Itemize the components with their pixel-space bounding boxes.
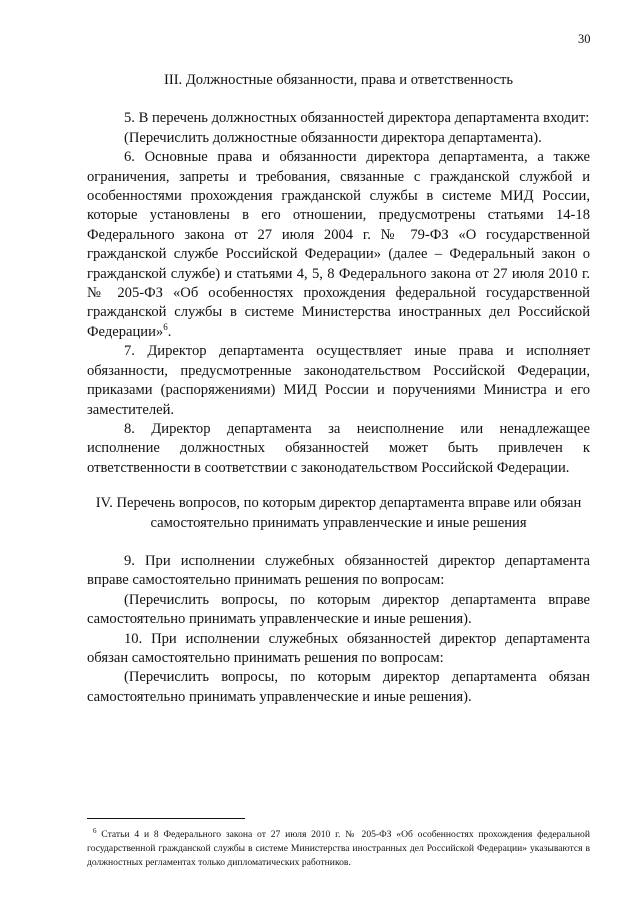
section-4-heading: IV. Перечень вопросов, по которым директор департамента вправе или обязан самостоятельно принимать управленческие и иные решения xyxy=(95,495,582,531)
footnote-text: Статьи 4 и 8 Федерального закона от 27 июля 2010 г. № 205-ФЗ «Об особенностях прохождения федеральной государственной гражданской службы в системе Министерства иностранных дел Российской Федерации» указываются в должностных регламентах только дипломатических работников. xyxy=(87,829,590,868)
paragraph-9-note: (Перечислить вопросы, по которым директор департамента вправе самостоятельно принимать управленческие и иные решения). xyxy=(87,591,590,628)
paragraph-5-note: (Перечислить должностные обязанности директора департамента). xyxy=(124,129,542,146)
section-3-heading: III. Должностные обязанности, права и ответственность xyxy=(163,72,514,88)
footnote-reference: 6 xyxy=(163,322,168,333)
paragraph-10-note: (Перечислить вопросы, по которым директор департамента обязан самостоятельно принимать управленческие и иные решения). xyxy=(87,669,590,705)
paragraph-10: 10. При исполнении служебных обязанностей директор департамента обязан самостоятельно принимать решения по вопросам: xyxy=(87,630,590,666)
paragraph-8: 8. Директор департамента за неисполнение или ненадлежащее исполнение должностных обязанностей может быть привлечен к ответственности в соответствии с законодательством Российской Федерации. xyxy=(87,420,590,476)
paragraph-6 xyxy=(87,148,590,342)
document-body xyxy=(87,71,590,707)
paragraph-6-end: . xyxy=(167,323,172,340)
page-number: 30 xyxy=(578,32,591,46)
paragraph-5: 5. В перечень должностных обязанностей директора департамента входит: xyxy=(124,110,590,127)
paragraph-7: 7. Директор департамента осуществляет иные права и исполняет обязанности, предусмотренные законодательством Российской Федерации, приказами (распоряжениями) МИД России и поручениями Министра и его заместителей. xyxy=(87,343,590,418)
footnote-divider xyxy=(87,818,245,819)
footnote xyxy=(87,824,590,870)
footnote-mark: 6 xyxy=(93,827,97,835)
paragraph-6-text: 6. Основные права и обязанности директора департамента, а также ограничения, запреты и требования, связанные с гражданской службой и особенностями прохождения гражданской службы в системе МИД России, которые установлены в его отношении, предусмотрены статьями 14-18 Федерального закона от 27 июля 2004 г. № 79-ФЗ «О государственной гражданской службе Российской Федерации» (далее – Федеральный закон о гражданской службе) и статьями 4, 5, 8 Федерального закона от 27 июля 2010 г. № 205-ФЗ «Об особенностях прохождения федеральной государственной гражданской службы в системе Министерства иностранных дел Российской Федерации» xyxy=(87,149,590,340)
paragraph-9: 9. При исполнении служебных обязанностей директор департамента вправе самостоятельно принимать решения по вопросам: xyxy=(87,552,590,589)
